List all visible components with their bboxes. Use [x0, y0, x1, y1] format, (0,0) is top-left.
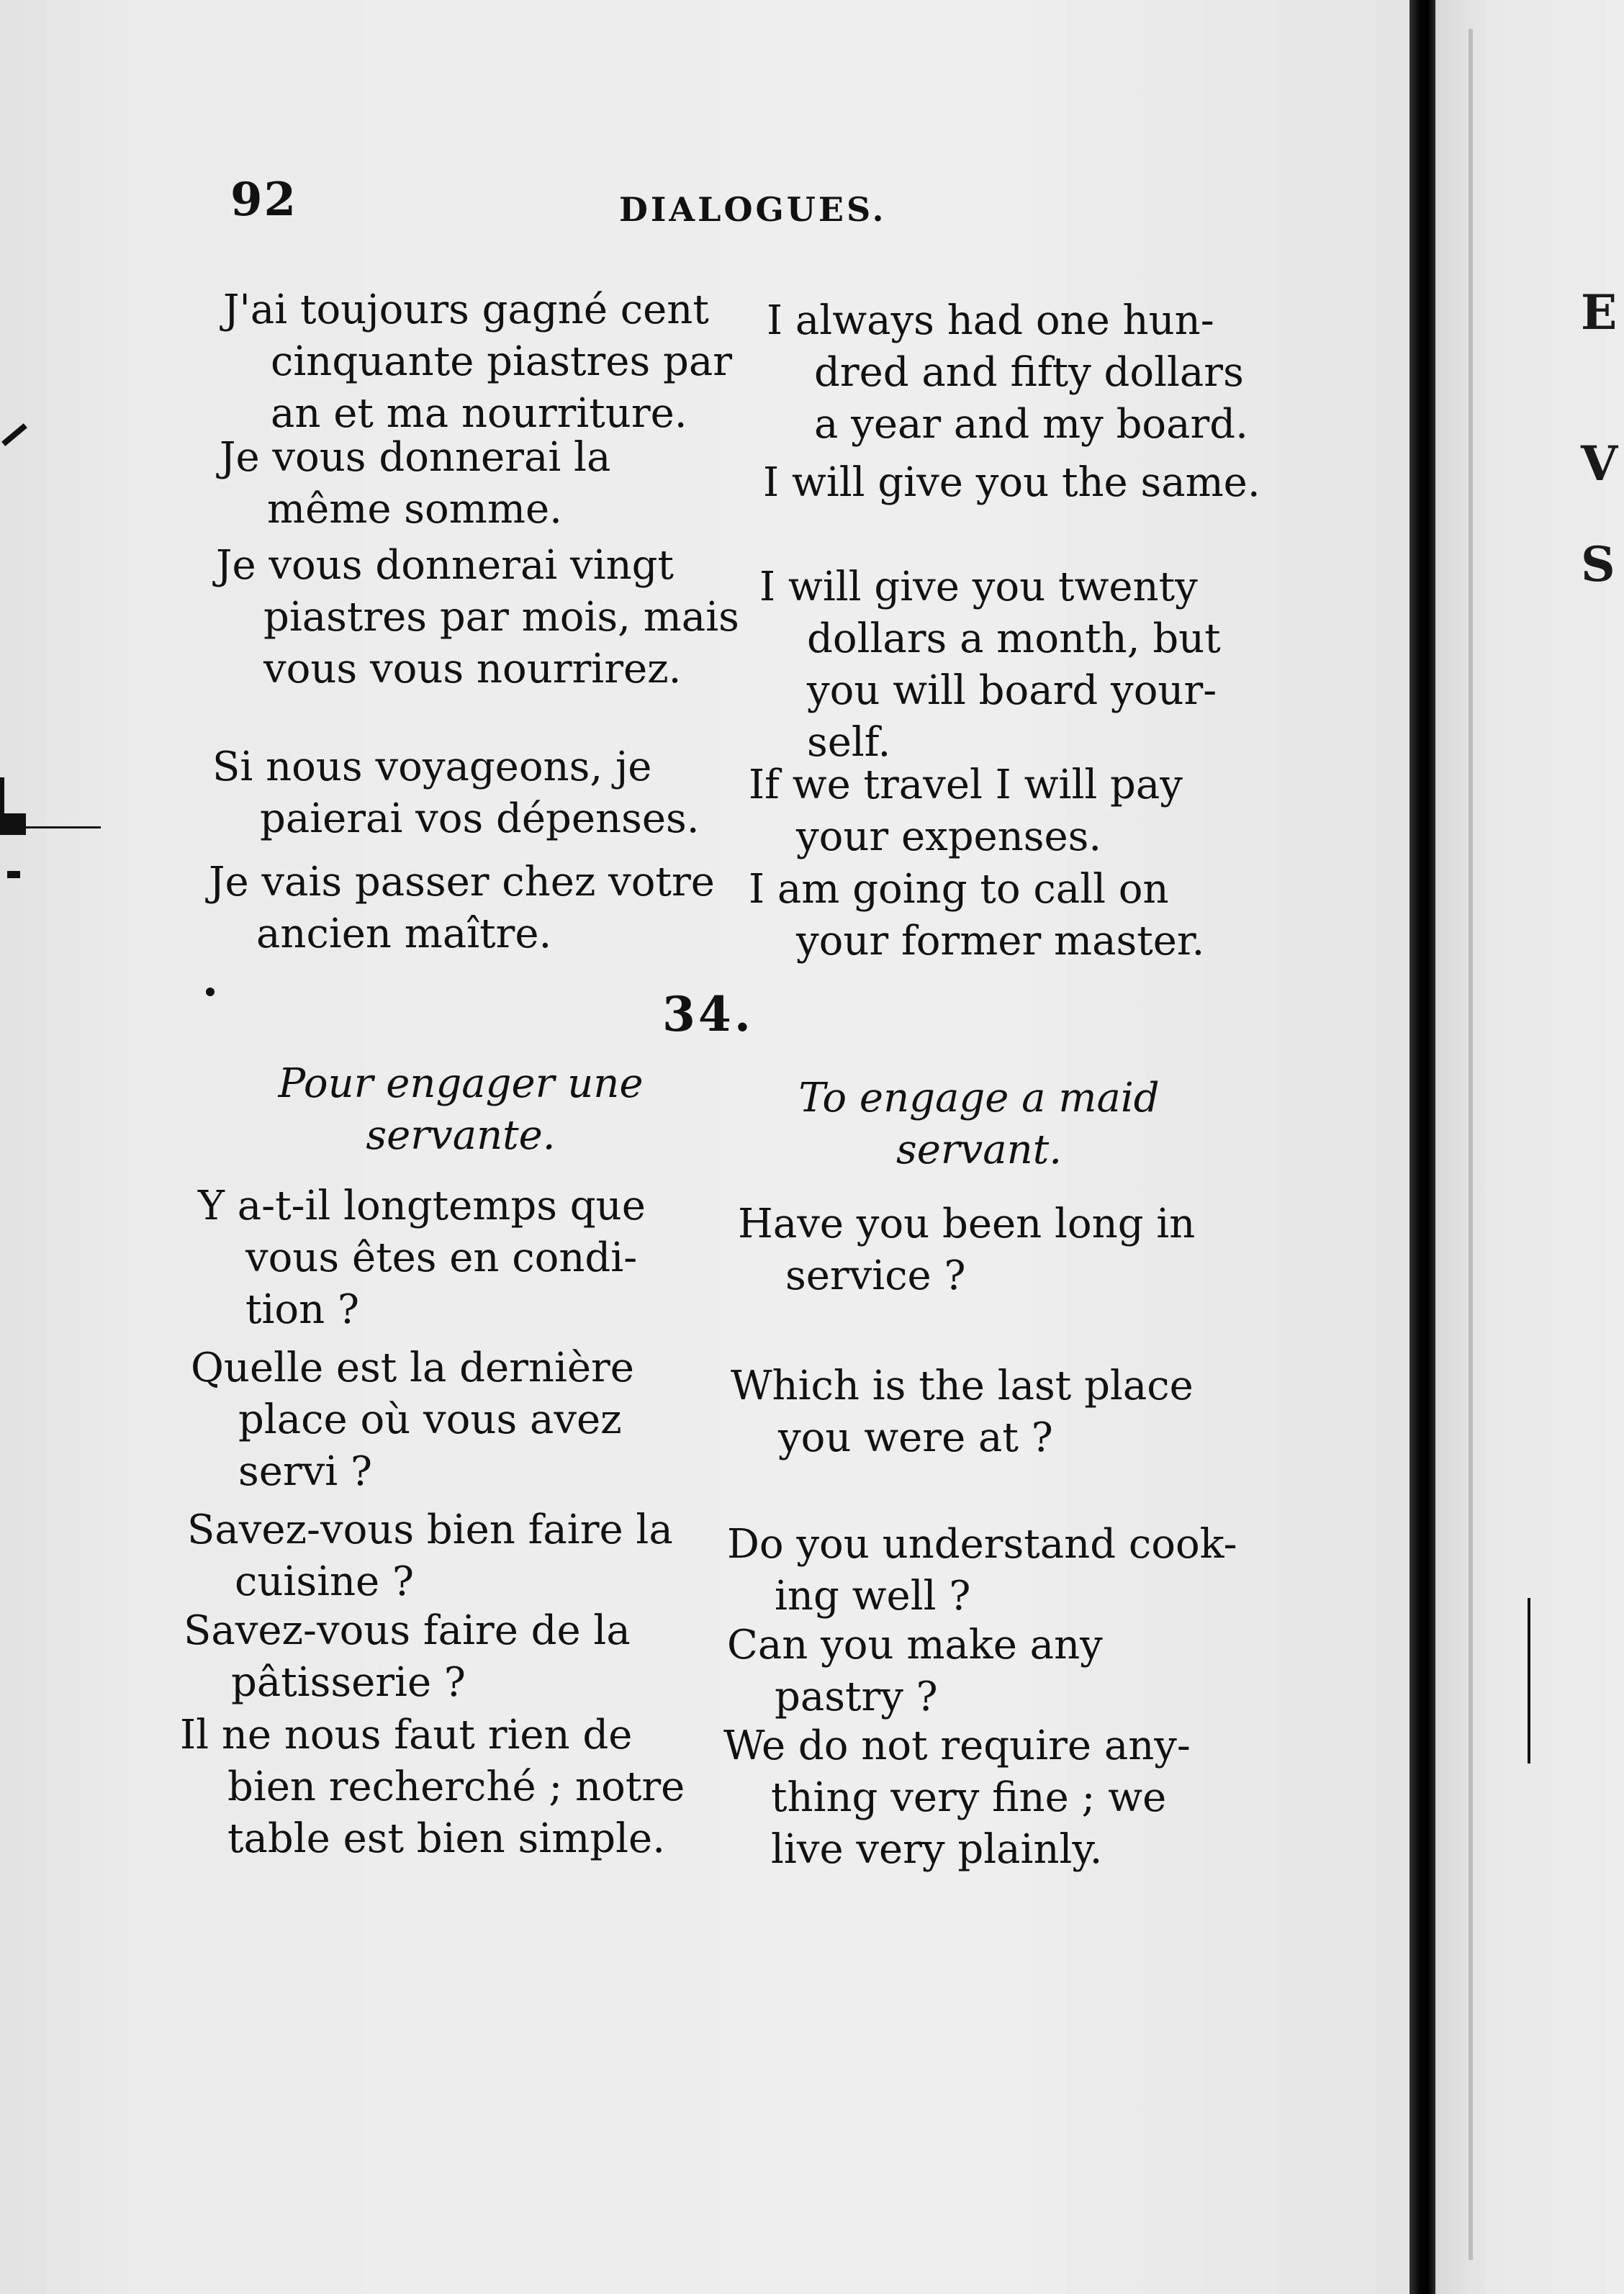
dialogue-fr-line: vous vous nourrirez. [263, 646, 682, 692]
dialogue-fr [223, 284, 741, 440]
book-spine [1409, 0, 1435, 2294]
margin-mark [22, 826, 101, 828]
dialogue-fr-line: Y a-t-il longtemps que [198, 1183, 646, 1229]
dialogue-en [759, 561, 1278, 769]
dialogue-en-line: I will give you the same. [763, 459, 1260, 506]
dialogue-fr [184, 1605, 702, 1709]
dialogue-en [731, 1360, 1249, 1464]
page-number: 92 [230, 173, 298, 227]
dialogue-fr-line: bien recherché ; notre [227, 1764, 685, 1810]
dialogue-fr-line: Savez-vous bien faire la [187, 1507, 673, 1553]
running-title: DIALOGUES. [619, 190, 887, 229]
dialogue-fr [212, 741, 731, 845]
dialogue-en-line: dred and fifty dollars [814, 349, 1244, 396]
dialogue-fr-line: J'ai toujours gagné cent [223, 286, 709, 333]
dialogue-en [749, 759, 1267, 863]
dialogue-fr-line: Il ne nous faut rien de [180, 1712, 633, 1758]
dialogue-fr-line: Quelle est la dernière [191, 1345, 634, 1391]
dialogue-fr-line: ancien maître. [256, 911, 552, 957]
dialogue-fr [220, 432, 738, 536]
dialogue-en-line: you will board your- [807, 667, 1217, 714]
margin-mark [7, 871, 20, 878]
dialogue-fr-line: Si nous voyageons, je [212, 744, 652, 790]
section-heading-fr-line: servante. [366, 1112, 556, 1159]
stray-dot [206, 988, 215, 996]
dialogue-en-line: I always had one hun- [767, 297, 1214, 344]
dialogue-en-line: I will give you twenty [759, 564, 1198, 610]
dialogue-fr-line: servi ? [238, 1448, 373, 1495]
dialogue-fr-line: Je vais passer chez votre [209, 859, 715, 906]
section-heading-fr-line: Pour engager une [278, 1060, 644, 1107]
dialogue-en-line: pastry ? [775, 1674, 938, 1720]
dialogue-en-line: ing well ? [775, 1573, 971, 1620]
dialogue-fr-line: paierai vos dépenses. [260, 795, 700, 842]
dialogue-en [763, 457, 1281, 509]
dialogue-fr-line: Je vous donnerai vingt [216, 542, 675, 589]
section-heading-en-line: To engage a maid [798, 1075, 1160, 1121]
dialogue-en-line: Which is the last place [731, 1363, 1194, 1409]
dialogue-fr-line: cuisine ? [235, 1558, 415, 1605]
dialogue-fr-line: même somme. [267, 486, 562, 533]
dialogue-fr-line: tion ? [245, 1286, 360, 1333]
dialogue-fr-line: an et ma nourriture. [271, 390, 687, 437]
dialogue-fr [209, 857, 727, 960]
dialogue-en-line: your expenses. [796, 813, 1102, 860]
dialogue-fr-line: table est bien simple. [227, 1815, 665, 1862]
dialogue-en [727, 1620, 1245, 1723]
dialogue-fr-line: cinquante piastres par [271, 338, 732, 385]
dialogue-fr [216, 540, 739, 695]
dialogue-en-line: I am going to call on [749, 866, 1169, 913]
margin-mark [0, 777, 4, 821]
section-heading-en [734, 1073, 1224, 1176]
dialogue-fr-line: pâtisserie ? [231, 1659, 466, 1706]
section-number: 34. [662, 986, 754, 1042]
dialogue-fr-line: Je vous donnerai la [220, 434, 611, 481]
dialogue-fr-line: place où vous avez [238, 1396, 622, 1443]
dialogue-en-line: dollars a month, but [807, 615, 1221, 662]
dialogue-en [749, 864, 1267, 967]
dialogue-en-line: live very plainly. [771, 1826, 1103, 1873]
dialogue-fr [187, 1504, 705, 1608]
dialogue-en-line: If we travel I will pay [749, 762, 1183, 808]
dialogue-en [767, 295, 1285, 451]
dialogue-fr-line: Savez-vous faire de la [184, 1607, 631, 1654]
dialogue-en [727, 1519, 1245, 1622]
dialogue-en-line: Do you understand cook- [727, 1521, 1237, 1568]
facing-page-letter: E [1581, 284, 1618, 340]
dialogue-fr-line: piastres par mois, mais [263, 594, 739, 641]
dialogue-en-line: thing very fine ; we [771, 1774, 1167, 1821]
facing-page-letter: V [1581, 435, 1618, 492]
margin-mark [1528, 1598, 1530, 1764]
dialogue-en-line: you were at ? [778, 1414, 1053, 1461]
dialogue-en-line: Can you make any [727, 1622, 1103, 1668]
dialogue-en-line: service ? [785, 1252, 966, 1299]
running-head [230, 173, 1267, 245]
dialogue-en-line: your former master. [796, 918, 1205, 965]
section-heading-fr [216, 1058, 705, 1162]
dialogue-fr [198, 1180, 716, 1336]
dialogue-en [723, 1720, 1242, 1876]
dialogue-fr-line: vous êtes en condi- [245, 1234, 638, 1281]
dialogue-en-line: We do not require any- [723, 1722, 1191, 1769]
dialogue-en [738, 1198, 1256, 1302]
facing-page [1435, 0, 1624, 2294]
section-heading-en-line: servant. [896, 1126, 1063, 1173]
dialogue-fr [180, 1710, 698, 1865]
dialogue-en-line: Have you been long in [738, 1201, 1196, 1247]
facing-page-edge [1469, 29, 1473, 2260]
facing-page-letter: S [1581, 536, 1615, 592]
dialogue-en-line: a year and my board. [814, 401, 1248, 448]
dialogue-en-line: self. [807, 719, 891, 766]
dialogue-fr [191, 1342, 709, 1498]
